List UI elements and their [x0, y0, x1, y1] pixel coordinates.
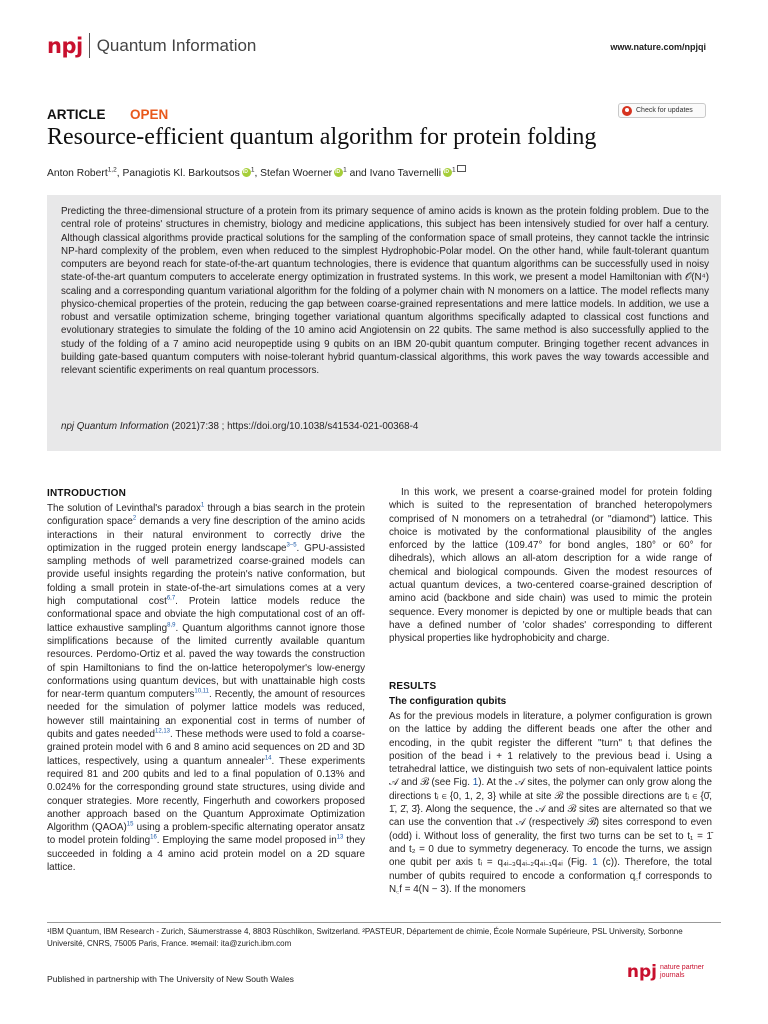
- reference-superscript[interactable]: 12,13: [154, 728, 170, 735]
- text-segment: . Recently, the amount of resources needed for the simulation of polymer lattice models was reduced, however still maintaining an exponential cost in terms of number of qubits and gates needed: [47, 689, 365, 741]
- configuration-qubits-heading: The configuration qubits: [389, 696, 507, 707]
- citation-line: [61, 421, 418, 432]
- open-access-label: OPEN: [130, 107, 169, 122]
- partner-line-1: nature partner: [660, 964, 704, 972]
- reference-superscript[interactable]: 3–5: [286, 542, 297, 549]
- author-separator: ,: [254, 168, 261, 179]
- reference-superscript[interactable]: 10,11: [194, 688, 209, 695]
- orcid-icon[interactable]: [334, 168, 343, 177]
- text-segment: . GPU-assisted sampling methods of well parametrized coarse-grained models can provide useful insights regarding the protein's native conformation, but folding a small protein in state-of-the-art simulations comes at a very high computational cost: [47, 542, 365, 608]
- text-segment: (c)). Therefore, the total number of qubits required to encode a conformation q꜀f corresponds to N꜀f = 4(N − 3). If the monomers: [389, 857, 712, 895]
- journal-url-link[interactable]: www.nature.com/npjqi: [610, 42, 706, 52]
- article-type-label: ARTICLE: [47, 107, 106, 122]
- author-affiliation-marker: 1: [343, 166, 347, 174]
- author-separator: ,: [116, 168, 123, 179]
- author-affiliation-marker: 1,2: [107, 166, 117, 174]
- reference-superscript[interactable]: 1: [200, 502, 205, 509]
- author-name[interactable]: Anton Robert: [47, 168, 108, 179]
- reference-superscript[interactable]: 13: [336, 835, 344, 842]
- abstract-text: Predicting the three-dimensional structure of a protein from its primary sequence of amino acids is known as the protein folding problem. Due to the central role of proteins' structures in chemistry, biology and medicine applications, this subject has been intensively studied for over half a century. Although classical algorithms provide practical solutions for the sampling of the conformation space of small proteins, they cannot tackle the intrinsic NP-hard complexity of the problem, even when reduced to the simplest Hydrophobic-Polar model. On the other hand, while fault-tolerant quantum computers are beyond reach for state-of-the-art quantum technologies, there is evidence that quantum algorithms can be successfully used in noisy state-of-the-art quantum computers to accelerate energy optimization in frustrated systems. In this work, we present a model Hamiltonian with 𝒪(N⁴) scaling and a corresponding quantum variational algorithm for the folding of a polymer chain with N monomers on a lattice. The model reflects many physico-chemical properties of the protein, reducing the gap between coarse-grained representations and mere lattice models. In addition, we use a robust and versatile optimization scheme, bringing together variational quantum algorithms specifically adapted to classical cost functions and evolutionary strategies to simulate the folding of the 10 amino acid Angiotensin on 22 qubits. The same method is also successfully applied to the study of the folding of a 7 amino acid neuropeptide using 9 qubits on an IBM 20-qubit quantum computer. Bringing together recent advances in building gate-based quantum computers with noise-tolerant hybrid quantum-classical algorithms, this work paves the way towards accessible and relevant scientific experiments on real quantum processors.: [61, 206, 709, 376]
- text-segment: The solution of Levinthal's paradox: [47, 503, 201, 514]
- citation-doi-link[interactable]: (2021)7:38 ; https://doi.org/10.1038/s41534-021-00368-4: [168, 421, 419, 432]
- npj-footer-logo: npj: [626, 962, 658, 982]
- published-in-partnership: Published in partnership with The University of New South Wales: [47, 974, 294, 984]
- orcid-icon[interactable]: [443, 168, 452, 177]
- partner-journals-label: [660, 964, 704, 979]
- text-segment: . Quantum algorithms cannot ignore those simplifications because of the limited currently available quantum resources. Perdomo-Ortiz et al. paved the way towards the construction of spin Hamiltonians to find the on-lattice heteropolymer's low-energy conformations using quantum devices, but with unattainable high costs for near-term quantum computers: [47, 622, 366, 701]
- reference-superscript[interactable]: 15: [126, 821, 134, 828]
- journal-name: Quantum Information: [96, 35, 257, 55]
- author-name[interactable]: Stefan Woerner: [260, 168, 333, 179]
- text-segment: demands a very fine description of the amino acids interactions in their natural environment to correctly drive the optimization in the rugged protein energy landscape: [47, 516, 366, 554]
- reference-superscript[interactable]: 14: [264, 755, 272, 762]
- text-segment: As for the previous models in literature, a polymer configuration is grown on the lattice by adding the different beads one after the other and encoding, in the qubit register the different "turn" tᵢ that defines the position of the bead i + 1 relatively to the previous bead i. Using a tetrahedral lattice, we distinguish two sets of non-equivalent lattice points 𝒜 and ℬ (see Fig.: [389, 711, 712, 789]
- affiliations-footnote: ¹IBM Quantum, IBM Research - Zurich, Säumerstrasse 4, 8803 Rüschlikon, Switzerland. ²PASTEUR, Département de chimie, École Normale Supérieure, PSL University, Sorbonne Université, CNRS, 75005 Paris, France. ✉email: ita@zurich.ibm.com: [47, 927, 683, 948]
- brand-divider: [89, 33, 90, 58]
- email-icon[interactable]: [457, 165, 466, 172]
- check-for-updates-label: Check for updates: [636, 107, 693, 114]
- author-affiliation-marker: 1: [250, 166, 255, 174]
- author-name[interactable]: Panagiotis Kl. Barkoutsos: [122, 168, 240, 179]
- partner-line-2: journals: [660, 972, 685, 979]
- introduction-heading: INTRODUCTION: [47, 488, 127, 499]
- reference-superscript[interactable]: 16: [150, 835, 157, 842]
- text-segment: through a bias search in the protein configuration space: [47, 503, 365, 528]
- figure-reference-link[interactable]: 1: [592, 857, 598, 869]
- figure-reference-link[interactable]: 1: [472, 777, 479, 789]
- author-separator: and: [346, 168, 370, 179]
- text-segment: using a problem-specific alternating operator ansatz to model protein folding: [47, 822, 365, 847]
- nature-partner-journals-logo[interactable]: [627, 962, 704, 982]
- author-name[interactable]: Ivano Tavernelli: [369, 168, 441, 179]
- intro-continuation-text: In this work, we present a coarse-grained model for protein folding which is suited to the representation of branched heteropolymers comprised of N monomers on a tetrahedral (or "diamond") lattice. This choice is motivated by the conformational plausibility of the angles enforced by the lattice (109.47° for bond angles, 180° or 60° for dihedrals), which allows an all-atom description for a wide range of chemical and biological compounds. Given the modest resources of actual quantum devices, a two-centered coarse-grained description of amino acid (backbone and side chain) was used to mimic the protein sequence. Every monomer is depicted by one or multiple beads that can have a defined number of 'color shades' corresponding to different physical properties like hydrophobicity and charge.: [389, 487, 712, 645]
- text-segment: . Protein lattice models reduce the conformational space and obviate the high computational cost of an off-lattice exhaustive sampling: [47, 596, 365, 634]
- crossmark-icon: [622, 106, 632, 116]
- text-segment: . Employing the same model proposed in: [156, 835, 337, 847]
- npj-logo: npj: [47, 33, 83, 58]
- introduction-text: [47, 502, 365, 874]
- footer-divider: [47, 922, 721, 923]
- check-for-updates-button[interactable]: [618, 103, 706, 118]
- reference-superscript[interactable]: 6,7: [166, 595, 176, 602]
- author-list: [47, 165, 466, 179]
- journal-brand[interactable]: [47, 33, 256, 58]
- results-heading: RESULTS: [389, 681, 437, 692]
- text-segment: . These experiments required 81 and 200 qubits and led to a final population of 0.13% and 0.024% for the corresponding ground state structures, using divide and conquer strategies. More recently, Fingerhuth and coworkers proposed another approach based on the Quantum Approximate Optimization Algorithm (QAOA): [47, 755, 365, 834]
- text-segment: they succeeded in folding a 4 amino acid protein model on a 2D square lattice.: [47, 835, 366, 874]
- configuration-qubits-text: [389, 710, 712, 896]
- article-title: Resource-efficient quantum algorithm for protein folding: [47, 124, 597, 150]
- text-segment: ). At the 𝒜 sites, the polymer can only grow along the directions tᵢ ∈ {0, 1, 2, 3} while at site ℬ the possible directions are tᵢ ∈ {0̄, 1̄, 2̄, 3̄}. Along the sequence, the 𝒜 and ℬ sites are alternated so that we can use the convention that 𝒜 (respectively ℬ) sites correspond to even (odd) i. Without loss of generality, the first two turns can be set to t₁ = 1̄ and t₂ = 0 due to symmetry degeneracy. To encode the turns, we assign one qubit per axis tᵢ = q₄ᵢ₋₃q₄ᵢ₋₂q₄ᵢ₋₁q₄ᵢ (Fig.: [389, 777, 712, 869]
- reference-superscript[interactable]: 8,9: [167, 622, 176, 629]
- reference-superscript[interactable]: 2: [132, 516, 137, 523]
- text-segment: . These methods were used to fold a coarse-grained protein model with 6 and 8 amino acid sequences on 2D and 3D lattices, respectively, using a quantum annealer: [47, 729, 365, 767]
- author-affiliation-marker: 1: [452, 166, 456, 174]
- citation-journal: npj Quantum Information: [61, 421, 169, 432]
- orcid-icon[interactable]: [242, 168, 251, 177]
